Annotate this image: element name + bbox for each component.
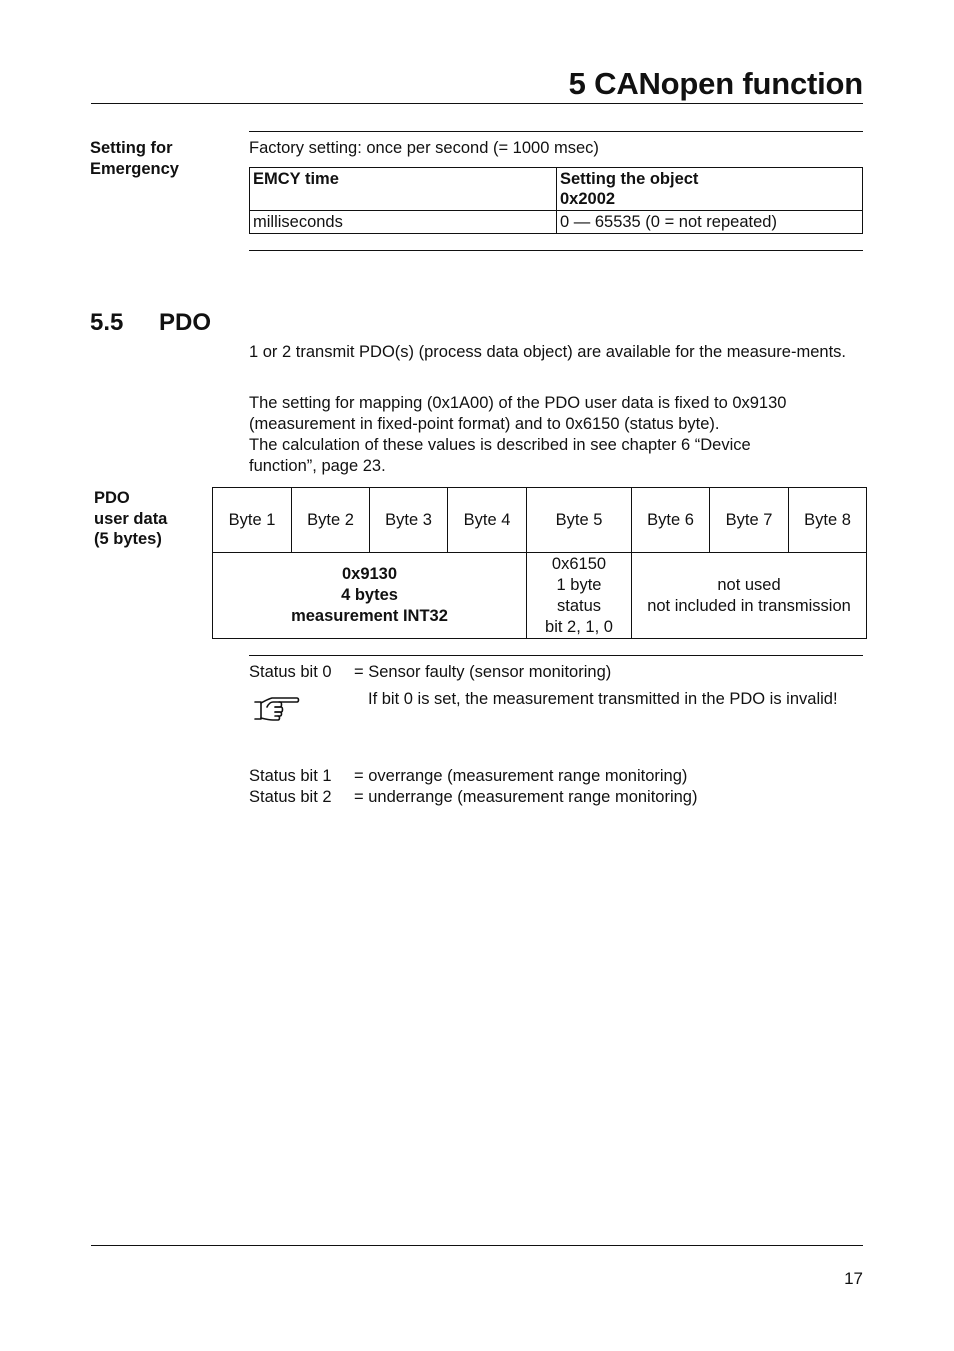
status-bit0-label: Status bit 0	[249, 663, 332, 681]
pdo-content-row	[213, 553, 867, 639]
factory-setting-text: Factory setting: once per second (= 1000 msec)	[249, 139, 599, 157]
pdo-mapping-paragraph: The setting for mapping (0x1A00) of the PDO user data is fixed to 0x9130 (measurement in fixed-point format) and to 0x6150 (status byte). The calculation of these values is described in see chapter 6 “Device function”, page 23.	[249, 394, 787, 475]
status-bit0-line	[249, 662, 611, 683]
footer-divider	[91, 1245, 863, 1246]
unused-cell: not used not included in transmission	[632, 553, 867, 639]
byte-cell: Byte 2	[292, 488, 370, 553]
status-bit2-line	[249, 787, 697, 808]
emcy-table-row	[250, 211, 863, 234]
page-number: 17	[844, 1269, 863, 1288]
emcy-time-header: EMCY time	[250, 168, 557, 211]
emcy-range-cell: 0 — 65535 (0 = not repeated)	[557, 211, 863, 234]
status-bit0-desc: = Sensor faulty (sensor monitoring)	[354, 663, 612, 681]
status-bit1-desc: = overrange (measurement range monitoring)	[354, 767, 688, 785]
byte-cell: Byte 8	[789, 488, 867, 553]
status-byte-cell: 0x6150 1 byte status bit 2, 1, 0	[527, 553, 632, 639]
emcy-unit-cell: milliseconds	[250, 211, 557, 234]
setting-object-header: Setting the object 0x2002	[557, 168, 863, 211]
measurement-cell: 0x9130 4 bytes measurement INT32	[213, 553, 527, 639]
chapter-title: 5 CANopen function	[568, 66, 863, 101]
header-divider	[91, 103, 863, 104]
emergency-top-rule	[249, 131, 863, 132]
status-note: If bit 0 is set, the measurement transmitted in the PDO is invalid!	[368, 690, 838, 708]
section-number: 5.5	[90, 309, 124, 336]
status-bit2-label: Status bit 2	[249, 788, 332, 806]
emergency-bottom-rule	[249, 250, 863, 251]
status-top-rule	[249, 655, 863, 656]
byte-cell: Byte 7	[710, 488, 789, 553]
status-bit1-line	[249, 766, 687, 787]
status-bit2-desc: = underrange (measurement range monitoring)	[354, 788, 698, 806]
emcy-table	[249, 167, 863, 234]
pdo-side-label: PDO user data (5 bytes)	[94, 489, 168, 548]
byte-cell: Byte 6	[632, 488, 710, 553]
status-bit1-label: Status bit 1	[249, 767, 332, 785]
section-heading	[90, 309, 211, 337]
byte-cell: Byte 4	[448, 488, 527, 553]
byte-cell: Byte 1	[213, 488, 292, 553]
emergency-side-label: Setting for Emergency	[90, 139, 179, 178]
pdo-table	[212, 487, 867, 639]
pdo-intro-paragraph: 1 or 2 transmit PDO(s) (process data object) are available for the measure-ments.	[249, 343, 846, 361]
byte-cell: Byte 3	[370, 488, 448, 553]
section-title: PDO	[159, 309, 212, 336]
byte-cell: Byte 5	[527, 488, 632, 553]
pointing-hand-icon	[253, 693, 301, 723]
pdo-bytes-row	[213, 488, 867, 553]
emcy-table-header-row	[250, 168, 863, 211]
